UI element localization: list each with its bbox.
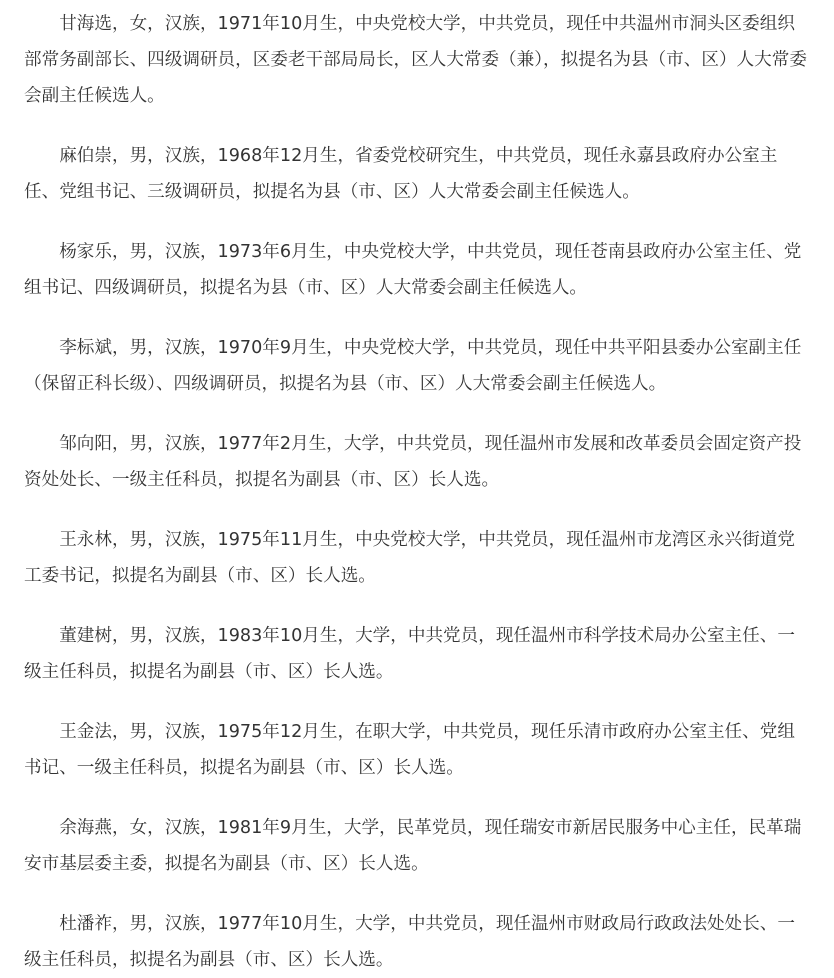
candidate-paragraph-9: 余海燕，女，汉族，1981年9月生，大学，民革党员，现任瑞安市新居民服务中心主任，民革瑞安市基层委主委，拟提名为副县（市、区）长人选。: [24, 818, 802, 874]
candidate-paragraph-6: 王永林，男，汉族，1975年11月生，中央党校大学，中共党员，现任温州市龙湾区永兴街道党工委书记，拟提名为副县（市、区）长人选。: [24, 530, 795, 586]
candidate-paragraph-4: 李标斌，男，汉族，1970年9月生，中央党校大学，中共党员，现任中共平阳县委办公室副主任（保留正科长级）、四级调研员，拟提名为县（市、区）人大常委会副主任候选人。: [24, 338, 802, 394]
candidate-paragraph-10: 杜潘祚，男，汉族，1977年10月生，大学，中共党员，现任温州市财政局行政政法处处长、一级主任科员，拟提名为副县（市、区）长人选。: [24, 914, 795, 970]
candidate-paragraph-3: 杨家乐，男，汉族，1973年6月生，中央党校大学，中共党员，现任苍南县政府办公室主任、党组书记、四级调研员，拟提名为县（市、区）人大常委会副主任候选人。: [24, 242, 802, 298]
candidate-paragraph-7: 董建树，男，汉族，1983年10月生，大学，中共党员，现任温州市科学技术局办公室主任、一级主任科员，拟提名为副县（市、区）长人选。: [24, 626, 795, 682]
candidate-paragraph-8: 王金法，男，汉族，1975年12月生，在职大学，中共党员，现任乐清市政府办公室主任、党组书记、一级主任科员，拟提名为副县（市、区）长人选。: [24, 722, 795, 778]
candidate-paragraph-1: 甘海选，女，汉族，1971年10月生，中央党校大学，中共党员，现任中共温州市洞头区委组织部常务副部长、四级调研员，区委老干部局局长，区人大常委（兼），拟提名为县（市、区）人大常委会副主任候选人。: [24, 14, 807, 106]
candidate-paragraph-5: 邹向阳，男，汉族，1977年2月生，大学，中共党员，现任温州市发展和改革委员会固定资产投资处处长、一级主任科员，拟提名为副县（市、区）长人选。: [24, 434, 802, 490]
candidate-paragraph-2: 麻伯崇，男，汉族，1968年12月生，省委党校研究生，中共党员，现任永嘉县政府办公室主任、党组书记、三级调研员，拟提名为县（市、区）人大常委会副主任候选人。: [24, 146, 778, 202]
